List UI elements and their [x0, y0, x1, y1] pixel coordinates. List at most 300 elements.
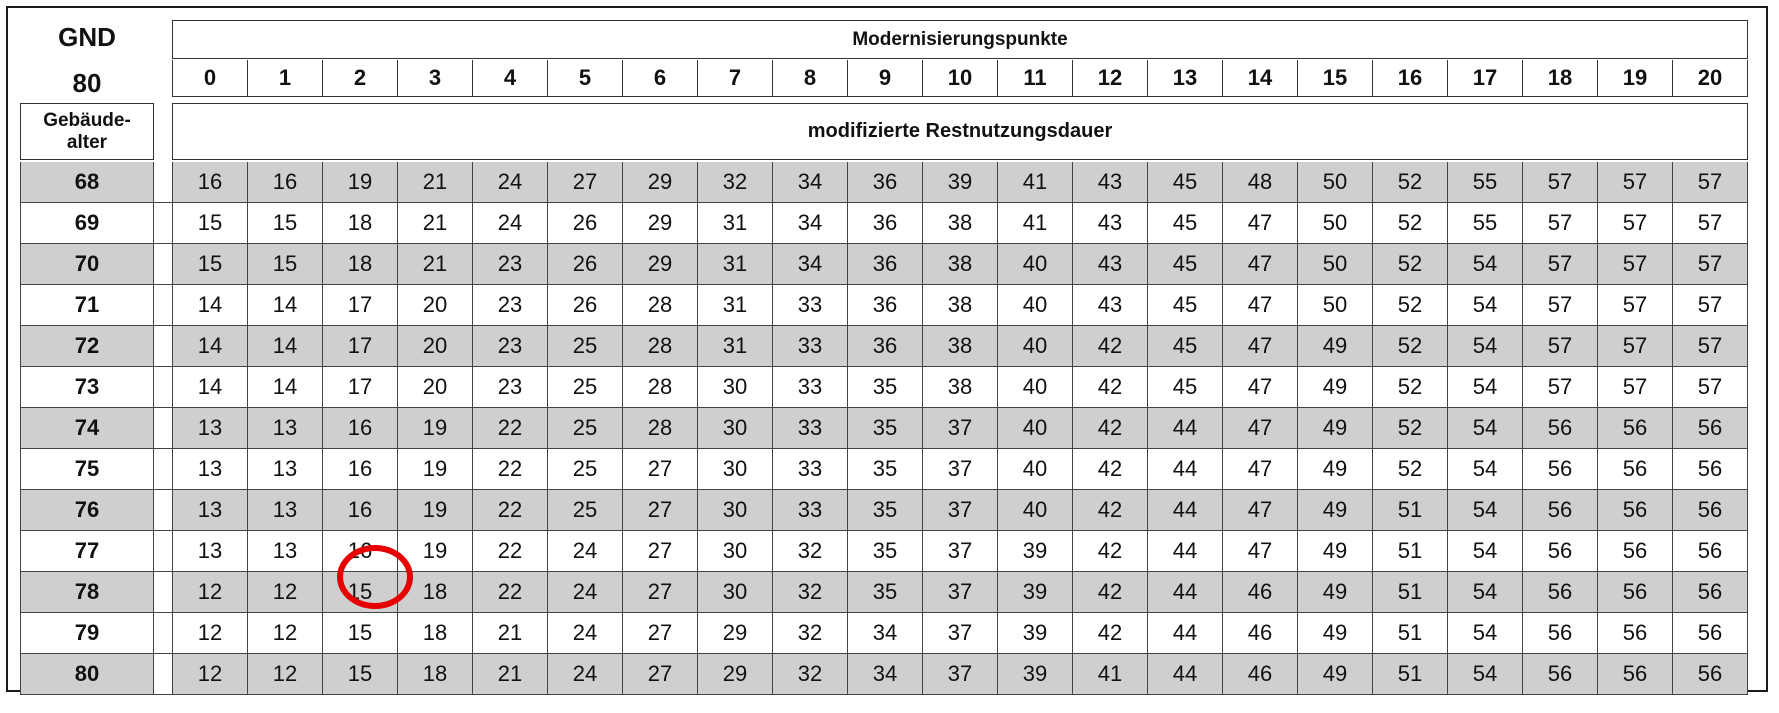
table-cell: 56	[1598, 654, 1673, 694]
table-row	[20, 162, 1748, 203]
table-cell: 19	[323, 162, 398, 202]
table-cell: 20	[398, 285, 473, 325]
table-cell: 31	[698, 326, 773, 366]
row-gap	[154, 449, 172, 489]
table-cell: 37	[923, 449, 998, 489]
row-gap	[154, 613, 172, 653]
column-header: 14	[1223, 60, 1298, 96]
table-cell: 51	[1373, 654, 1448, 694]
table-cell: 55	[1448, 203, 1523, 243]
table-cell: 57	[1697, 292, 1723, 317]
row-gap	[154, 490, 172, 530]
row-values	[172, 203, 1748, 243]
table-cell: 52	[1373, 367, 1448, 407]
table-cell: 27	[548, 162, 623, 202]
column-header: 9	[848, 60, 923, 96]
table-cell: 23	[473, 367, 548, 407]
table-cell: 26	[548, 244, 623, 284]
table-cell: 43	[1073, 203, 1148, 243]
table-cell: 43	[1073, 285, 1148, 325]
table-cell: 13	[248, 531, 323, 571]
table-cell: 14	[248, 326, 323, 366]
table-cell: 51	[1373, 490, 1448, 530]
table-cell: 56	[1523, 408, 1598, 448]
table-cell: 40	[998, 367, 1073, 407]
table-cell: 16	[323, 449, 398, 489]
table-cell: 40	[998, 285, 1073, 325]
table-cell: 42	[1073, 531, 1148, 571]
column-header: 15	[1298, 60, 1373, 96]
table-cell: 34	[773, 162, 848, 202]
table-cell: 22	[473, 490, 548, 530]
column-header: 16	[1373, 60, 1448, 96]
table-cell: 46	[1223, 572, 1298, 612]
table-cell: 57	[1523, 326, 1598, 366]
table-cell: 27	[623, 490, 698, 530]
table-cell: 56	[1598, 572, 1673, 612]
table-cell: 35	[848, 490, 923, 530]
table-cell: 24	[548, 613, 623, 653]
table-cell: 33	[773, 449, 848, 489]
table-cell: 32	[773, 613, 848, 653]
table-cell: 30	[698, 490, 773, 530]
table-cell: 49	[1298, 408, 1373, 448]
table-cell: 42	[1073, 449, 1148, 489]
row-age-cell: 69	[20, 203, 154, 243]
table-cell: 46	[1223, 654, 1298, 694]
table-cell: 24	[473, 162, 548, 202]
row-age-cell: 68	[20, 162, 154, 202]
table-cell: 56	[1598, 531, 1673, 571]
table-cell: 54	[1448, 244, 1523, 284]
table-cell: 44	[1148, 613, 1223, 653]
table-cell: 57	[1598, 162, 1673, 202]
table-cell: 47	[1223, 531, 1298, 571]
table-cell: 15	[323, 613, 398, 653]
table-cell: 32	[773, 531, 848, 571]
table-cell: 29	[698, 654, 773, 694]
row-age-cell: 79	[20, 613, 154, 653]
table-cell: 44	[1148, 408, 1223, 448]
table-cell: 47	[1223, 408, 1298, 448]
table-cell: 25	[548, 326, 623, 366]
row-age-cell: 73	[20, 367, 154, 407]
table-cell: 14	[248, 367, 323, 407]
column-header: 19	[1598, 60, 1673, 96]
table-cell: 24	[548, 572, 623, 612]
table-cell: 22	[473, 449, 548, 489]
table-cell: 18	[398, 654, 473, 694]
table-cell: 37	[923, 408, 998, 448]
table-cell: 57	[1523, 285, 1598, 325]
table-cell: 34	[848, 654, 923, 694]
table-cell: 54	[1448, 572, 1523, 612]
table-cell: 13	[173, 449, 248, 489]
table-cell: 13	[173, 531, 248, 571]
table-cell: 17	[323, 285, 398, 325]
table-cell: 42	[1073, 490, 1148, 530]
table-cell: 39	[998, 572, 1073, 612]
table-cell: 50	[1298, 162, 1373, 202]
row-age-cell: 78	[20, 572, 154, 612]
table-cell: 41	[998, 162, 1073, 202]
table-cell: 33	[773, 408, 848, 448]
row-gap	[154, 162, 172, 202]
table-cell: 54	[1448, 408, 1523, 448]
table-cell: 31	[698, 285, 773, 325]
table-cell: 15	[248, 203, 323, 243]
table-cell: 49	[1298, 572, 1373, 612]
table-cell: 36	[848, 326, 923, 366]
table-cell: 35	[848, 408, 923, 448]
table-cell: 12	[248, 572, 323, 612]
column-header: 17	[1448, 60, 1523, 96]
column-header: 0	[173, 60, 248, 96]
row-values	[172, 449, 1748, 489]
table-cell: 18	[323, 203, 398, 243]
gnd-block	[20, 12, 154, 96]
table-cell: 49	[1298, 367, 1373, 407]
table-cell: 50	[1298, 244, 1373, 284]
table-cell: 16	[248, 162, 323, 202]
building-age-header-label: Gebäude-alter	[43, 109, 131, 153]
row-values	[172, 367, 1748, 407]
table-cell: 47	[1223, 244, 1298, 284]
table-cell: 56	[1697, 661, 1723, 686]
table-row	[20, 367, 1748, 408]
row-values	[172, 408, 1748, 448]
table-cell: 48	[1223, 162, 1298, 202]
table-cell: 28	[623, 408, 698, 448]
table-cell: 49	[1298, 326, 1373, 366]
table-cell: 34	[773, 203, 848, 243]
column-header: 11	[998, 60, 1073, 96]
row-values	[172, 654, 1748, 694]
table-cell: 49	[1298, 531, 1373, 571]
table-cell: 45	[1148, 285, 1223, 325]
row-age-cell: 76	[20, 490, 154, 530]
table-cell: 24	[548, 531, 623, 571]
table-cell: 56	[1697, 579, 1723, 604]
table-cell: 26	[548, 203, 623, 243]
row-values	[172, 244, 1748, 284]
table-cell: 24	[548, 654, 623, 694]
table-cell: 20	[398, 367, 473, 407]
table-row	[20, 203, 1748, 244]
table-cell: 13	[173, 490, 248, 530]
table-cell: 32	[698, 162, 773, 202]
table-cell: 38	[923, 367, 998, 407]
table-cell: 35	[848, 572, 923, 612]
table-cell: 21	[398, 162, 473, 202]
table-cell: 27	[623, 531, 698, 571]
table-cell: 31	[698, 244, 773, 284]
highlight-circle-annotation	[337, 545, 413, 609]
row-gap	[154, 326, 172, 366]
row-gap	[154, 572, 172, 612]
table-cell: 57	[1697, 210, 1723, 235]
table-cell: 18	[323, 244, 398, 284]
table-cell: 25	[548, 408, 623, 448]
table-cell: 44	[1148, 572, 1223, 612]
table-cell: 57	[1523, 203, 1598, 243]
table-row	[20, 531, 1748, 572]
table-cell: 14	[173, 285, 248, 325]
table-cell: 15	[248, 244, 323, 284]
row-age-cell: 70	[20, 244, 154, 284]
table-row	[20, 613, 1748, 654]
building-age-header	[20, 103, 154, 160]
column-header: 2	[323, 60, 398, 96]
table-cell: 52	[1373, 408, 1448, 448]
table-cell: 38	[923, 244, 998, 284]
table-cell: 18	[398, 613, 473, 653]
table-cell: 17	[323, 326, 398, 366]
table-cell: 42	[1073, 572, 1148, 612]
table-cell: 49	[1298, 449, 1373, 489]
table-cell: 57	[1598, 367, 1673, 407]
row-age-cell: 71	[20, 285, 154, 325]
table-cell: 21	[398, 244, 473, 284]
table-cell: 28	[623, 285, 698, 325]
table-cell: 56	[1523, 449, 1598, 489]
table-cell: 14	[173, 326, 248, 366]
row-gap	[154, 654, 172, 694]
table-cell: 36	[848, 285, 923, 325]
table-cell: 39	[998, 531, 1073, 571]
table-cell: 30	[698, 531, 773, 571]
table-cell: 33	[773, 326, 848, 366]
table-cell: 54	[1448, 367, 1523, 407]
table-cell: 38	[923, 285, 998, 325]
column-header-row	[172, 60, 1748, 97]
table-cell: 57	[1697, 333, 1723, 358]
table-cell: 31	[698, 203, 773, 243]
table-cell: 16	[323, 408, 398, 448]
table-cell: 24	[473, 203, 548, 243]
table-cell: 56	[1598, 613, 1673, 653]
table-cell: 27	[623, 654, 698, 694]
table-cell: 56	[1598, 490, 1673, 530]
row-gap	[154, 367, 172, 407]
table-cell: 51	[1373, 613, 1448, 653]
table-cell: 45	[1148, 203, 1223, 243]
table-cell: 27	[623, 449, 698, 489]
table-cell: 54	[1448, 654, 1523, 694]
row-values	[172, 285, 1748, 325]
table-cell: 56	[1523, 572, 1598, 612]
remaining-useful-life-header: modifizierte Restnutzungsdauer	[172, 103, 1748, 160]
table-cell: 52	[1373, 244, 1448, 284]
gnd-value: 80	[72, 68, 102, 98]
table-cell: 37	[923, 490, 998, 530]
row-age-cell: 75	[20, 449, 154, 489]
column-header: 4	[473, 60, 548, 96]
table-cell: 51	[1373, 531, 1448, 571]
table-cell: 37	[923, 654, 998, 694]
table-cell: 57	[1697, 374, 1723, 399]
table-cell: 36	[848, 203, 923, 243]
table-cell: 56	[1697, 415, 1723, 440]
table-cell: 45	[1148, 326, 1223, 366]
table-cell: 40	[998, 490, 1073, 530]
column-header: 5	[548, 60, 623, 96]
table-cell: 43	[1073, 162, 1148, 202]
table-cell: 57	[1523, 367, 1598, 407]
column-header: 7	[698, 60, 773, 96]
column-header: 18	[1523, 60, 1598, 96]
table-cell: 54	[1448, 613, 1523, 653]
table-cell: 19	[398, 490, 473, 530]
column-header: 12	[1073, 60, 1148, 96]
table-cell: 39	[998, 654, 1073, 694]
table-cell: 41	[1073, 654, 1148, 694]
table-cell: 35	[848, 367, 923, 407]
table-cell: 44	[1148, 654, 1223, 694]
table-cell: 13	[248, 449, 323, 489]
table-cell: 49	[1298, 654, 1373, 694]
table-cell: 44	[1148, 449, 1223, 489]
table-cell: 13	[173, 408, 248, 448]
table-cell: 21	[473, 613, 548, 653]
table-cell: 41	[998, 203, 1073, 243]
table-cell: 19	[398, 449, 473, 489]
table-cell: 23	[473, 285, 548, 325]
gnd-label: GND	[58, 22, 116, 52]
table-row	[20, 572, 1748, 613]
table-cell: 22	[473, 408, 548, 448]
table-cell: 49	[1298, 613, 1373, 653]
table-cell: 47	[1223, 285, 1298, 325]
table-row	[20, 244, 1748, 285]
table-cell: 40	[998, 449, 1073, 489]
table-cell: 19	[398, 531, 473, 571]
table-cell: 33	[773, 367, 848, 407]
column-header: 8	[773, 60, 848, 96]
table-cell: 56	[1697, 456, 1723, 481]
table-cell: 40	[998, 326, 1073, 366]
row-age-cell: 72	[20, 326, 154, 366]
table-cell: 29	[698, 613, 773, 653]
table-cell: 22	[473, 531, 548, 571]
table-cell: 29	[623, 244, 698, 284]
table-cell: 44	[1148, 490, 1223, 530]
table-cell: 57	[1523, 244, 1598, 284]
table-cell: 42	[1073, 326, 1148, 366]
table-cell: 57	[1523, 162, 1598, 202]
table-cell: 18	[398, 572, 473, 612]
table-cell: 14	[248, 285, 323, 325]
table-cell: 12	[173, 572, 248, 612]
table-cell: 27	[623, 613, 698, 653]
table-cell: 45	[1148, 367, 1223, 407]
table-cell: 42	[1073, 367, 1148, 407]
table-cell: 56	[1697, 620, 1723, 645]
column-header: 13	[1148, 60, 1223, 96]
table-cell: 54	[1448, 326, 1523, 366]
table-cell: 40	[998, 244, 1073, 284]
table-cell: 15	[173, 203, 248, 243]
table-cell: 54	[1448, 531, 1523, 571]
table-cell: 52	[1373, 285, 1448, 325]
table-cell: 57	[1598, 244, 1673, 284]
table-cell: 29	[623, 162, 698, 202]
table-body	[20, 162, 1748, 695]
table-cell: 13	[248, 408, 323, 448]
table-cell: 35	[848, 449, 923, 489]
table-cell: 46	[1223, 613, 1298, 653]
table-row	[20, 326, 1748, 367]
table-cell: 30	[698, 408, 773, 448]
table-cell: 51	[1373, 572, 1448, 612]
table-cell: 26	[548, 285, 623, 325]
table-cell: 32	[773, 654, 848, 694]
table-cell: 57	[1598, 326, 1673, 366]
table-cell: 47	[1223, 326, 1298, 366]
table-cell: 15	[323, 572, 398, 612]
table-cell: 37	[923, 613, 998, 653]
row-values	[172, 490, 1748, 530]
table-cell: 57	[1697, 251, 1723, 276]
table-cell: 12	[173, 654, 248, 694]
row-gap	[154, 285, 172, 325]
table-cell: 37	[923, 572, 998, 612]
table-cell: 42	[1073, 408, 1148, 448]
table-cell: 12	[173, 613, 248, 653]
table-cell: 22	[473, 572, 548, 612]
row-age-cell: 77	[20, 531, 154, 571]
table-cell: 25	[548, 449, 623, 489]
table-cell: 50	[1298, 203, 1373, 243]
row-gap	[154, 408, 172, 448]
table-cell: 56	[1598, 449, 1673, 489]
column-header: 10	[923, 60, 998, 96]
table-cell: 56	[1523, 654, 1598, 694]
table-cell: 56	[1697, 538, 1723, 563]
table-cell: 56	[1598, 408, 1673, 448]
table-cell: 57	[1598, 285, 1673, 325]
table-cell: 23	[473, 244, 548, 284]
table-cell: 56	[1697, 497, 1723, 522]
table-cell: 56	[1523, 613, 1598, 653]
table-cell: 16	[323, 531, 398, 571]
table-cell: 45	[1148, 244, 1223, 284]
column-header: 1	[248, 60, 323, 96]
table-cell: 54	[1448, 490, 1523, 530]
table-cell: 34	[773, 244, 848, 284]
table-cell: 56	[1523, 490, 1598, 530]
table-cell: 37	[923, 531, 998, 571]
table-cell: 35	[848, 531, 923, 571]
table-cell: 39	[998, 613, 1073, 653]
table-cell: 55	[1448, 162, 1523, 202]
table-row	[20, 285, 1748, 326]
table-cell: 34	[848, 613, 923, 653]
table-row	[20, 654, 1748, 695]
table-cell: 29	[623, 203, 698, 243]
table-cell: 28	[623, 367, 698, 407]
table-cell: 52	[1373, 449, 1448, 489]
table-cell: 14	[173, 367, 248, 407]
table-cell: 28	[623, 326, 698, 366]
table-cell: 38	[923, 203, 998, 243]
table-cell: 30	[698, 367, 773, 407]
column-header: 6	[623, 60, 698, 96]
table-cell: 15	[173, 244, 248, 284]
table-cell: 57	[1697, 169, 1723, 194]
table-cell: 13	[248, 490, 323, 530]
table-cell: 43	[1073, 244, 1148, 284]
